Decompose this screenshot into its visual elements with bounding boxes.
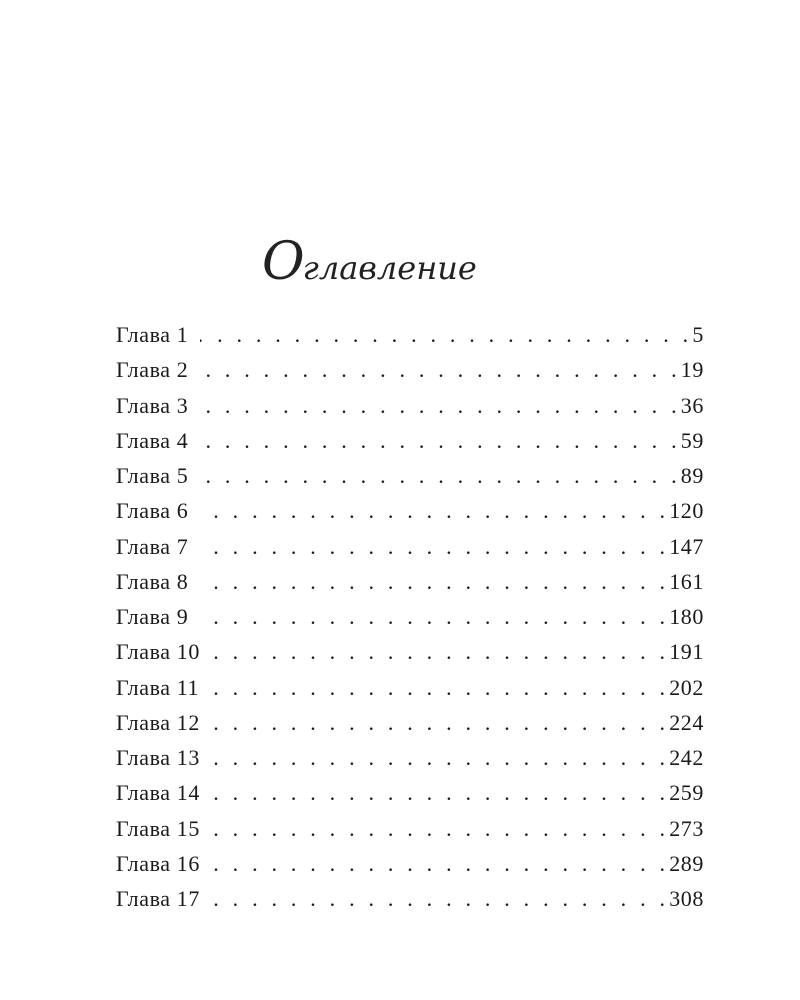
toc-chapter: Глава 12 [116, 709, 200, 735]
toc-leader [211, 670, 669, 705]
toc-row [116, 564, 704, 599]
toc-page-number: 161 [669, 568, 704, 594]
toc-page-number: 19 [680, 357, 704, 383]
toc-page-number: 89 [680, 463, 704, 488]
toc-chapter: Глава 5 [116, 463, 189, 488]
toc-leader [200, 599, 669, 634]
toc-chapter: Глава 13 [116, 745, 200, 770]
toc-page-number: 5 [692, 322, 704, 347]
toc-row [116, 811, 704, 846]
toc-chapter: Глава 1 [116, 322, 189, 347]
toc-leader [212, 846, 669, 881]
toc-chapter: Глава 3 [116, 392, 189, 418]
toc-chapter: Глава 8 [116, 568, 189, 594]
toc-leader [200, 423, 680, 458]
toc-page-number: 36 [680, 392, 704, 418]
toc-chapter: Глава 16 [116, 850, 200, 876]
toc-row [116, 388, 704, 423]
page-title [262, 232, 477, 298]
toc-row [116, 493, 704, 528]
toc-page-number: 147 [669, 533, 704, 559]
toc-row [116, 705, 704, 740]
toc-chapter: Глава 14 [116, 780, 200, 806]
toc-leader [212, 775, 669, 810]
toc-row [116, 775, 704, 810]
toc-leader [200, 493, 669, 528]
toc-leader [200, 352, 680, 387]
toc-leader [200, 458, 680, 493]
toc-page-number: 289 [669, 850, 704, 876]
table-of-contents [116, 317, 704, 916]
toc-row [116, 352, 704, 387]
toc-row [116, 458, 704, 493]
toc-chapter: Глава 11 [116, 674, 200, 700]
toc-leader [200, 317, 692, 352]
toc-chapter: Глава 4 [116, 427, 189, 453]
toc-page-number: 273 [669, 815, 704, 841]
toc-page-number: 59 [680, 427, 704, 453]
toc-row [116, 634, 704, 669]
toc-page-number: 259 [669, 780, 704, 806]
toc-leader [200, 529, 669, 564]
toc-chapter: Глава 10 [116, 639, 200, 665]
toc-leader [200, 388, 680, 423]
toc-page-number: 180 [669, 604, 704, 629]
toc-page-number: 224 [669, 709, 704, 735]
toc-row [116, 740, 704, 775]
toc-row [116, 846, 704, 881]
toc-page-number: 242 [669, 745, 704, 770]
toc-page-number: 120 [669, 498, 704, 524]
toc-leader [212, 705, 669, 740]
toc-page-number: 308 [669, 886, 704, 911]
toc-chapter: Глава 17 [116, 886, 200, 911]
toc-page-number: 202 [669, 674, 704, 700]
title-rest: главление [302, 249, 477, 287]
toc-row [116, 599, 704, 634]
toc-leader [212, 811, 669, 846]
toc-row [116, 423, 704, 458]
toc-chapter: Глава 15 [116, 815, 200, 841]
toc-row [116, 670, 704, 705]
toc-chapter: Глава 9 [116, 604, 189, 629]
toc-leader [212, 740, 669, 775]
toc-row [116, 529, 704, 564]
title-initial: О [262, 232, 303, 292]
toc-chapter: Глава 6 [116, 498, 189, 524]
toc-leader [212, 881, 669, 916]
toc-page-number: 191 [669, 639, 704, 665]
toc-chapter: Глава 7 [116, 533, 189, 559]
toc-chapter: Глава 2 [116, 357, 189, 383]
toc-row [116, 317, 704, 352]
toc-leader [212, 634, 669, 669]
toc-row [116, 881, 704, 916]
toc-leader [200, 564, 669, 599]
